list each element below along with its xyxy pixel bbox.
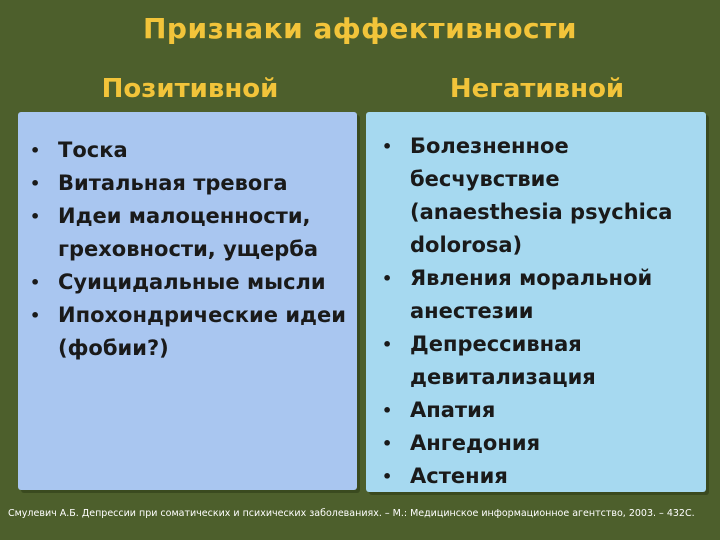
bullet-icon: • — [382, 434, 393, 453]
list-item — [380, 262, 700, 328]
list-item-text: Идеи малоценности, греховности, ущерба — [58, 204, 319, 261]
positive-signs-list — [18, 112, 357, 365]
list-item — [28, 266, 351, 299]
negative-column-heading: Негативной — [449, 74, 625, 104]
list-item-text: Ангедония — [410, 431, 541, 455]
list-item-text: Суицидальные мысли — [58, 270, 326, 294]
list-item — [380, 427, 700, 460]
citation-footnote: Смулевич А.Б. Депрессии при соматических и психических заболеваниях. – М.: Медицинское информационное агентство, 2003. – 432С. — [8, 508, 695, 519]
list-item — [380, 328, 700, 394]
negative-signs-list — [366, 112, 706, 493]
bullet-icon: • — [382, 137, 393, 156]
list-item — [28, 134, 351, 167]
list-item-text: Апатия — [410, 398, 496, 422]
bullet-icon: • — [30, 306, 41, 325]
list-item-text: Явления моральной анестезии — [410, 266, 653, 323]
positive-signs-panel — [18, 112, 357, 490]
list-item — [380, 460, 700, 493]
bullet-icon: • — [30, 207, 41, 226]
bullet-icon: • — [382, 335, 393, 354]
bullet-icon: • — [30, 141, 41, 160]
bullet-icon: • — [382, 401, 393, 420]
slide-title: Признаки аффективности — [142, 12, 578, 45]
bullet-icon: • — [30, 174, 41, 193]
positive-column-heading: Позитивной — [101, 74, 279, 104]
list-item — [380, 130, 700, 262]
list-item-text: Болезненное бесчувствие (anaesthesia psychica dolorosa) — [410, 134, 673, 257]
list-item-text: Астения — [410, 464, 508, 488]
list-item-text: Витальная тревога — [58, 171, 288, 195]
negative-signs-panel — [366, 112, 706, 492]
list-item — [380, 394, 700, 427]
list-item — [28, 299, 351, 365]
bullet-icon: • — [382, 467, 393, 486]
list-item-text: Депрессивная девитализация — [410, 332, 596, 389]
list-item — [28, 200, 351, 266]
list-item — [28, 167, 351, 200]
list-item-text: Тоска — [58, 138, 128, 162]
bullet-icon: • — [382, 269, 393, 288]
list-item-text: Ипохондрические идеи (фобии?) — [58, 303, 346, 360]
bullet-icon: • — [30, 273, 41, 292]
